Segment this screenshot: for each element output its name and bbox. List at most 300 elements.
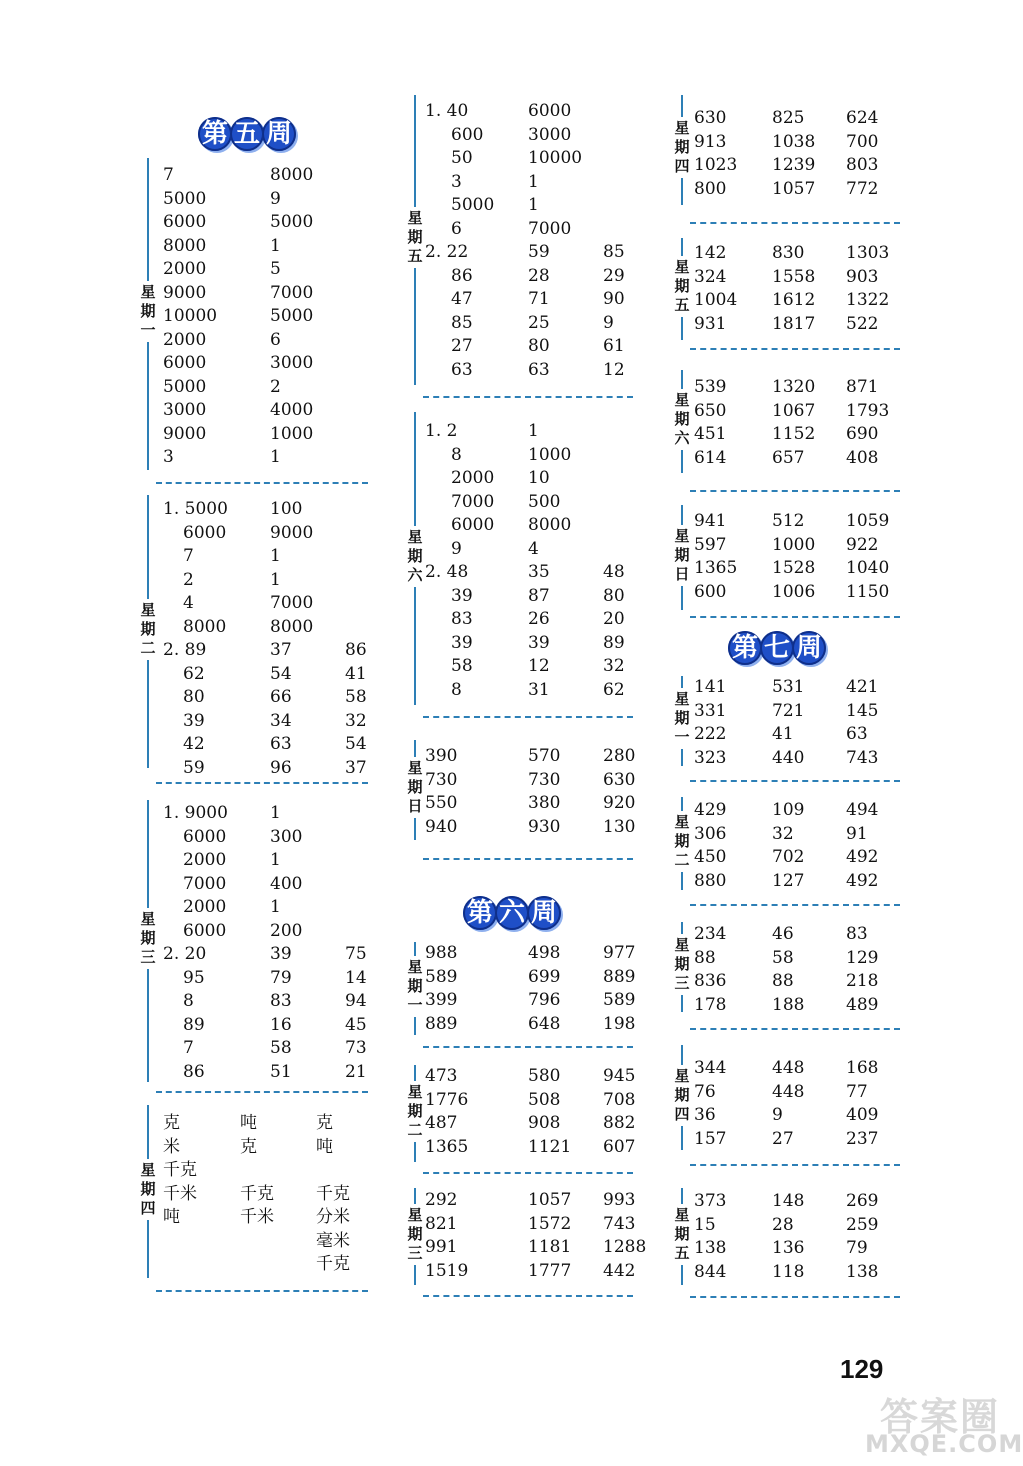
- answer-cell: 1: [270, 803, 281, 823]
- answer-cell: 550: [425, 793, 458, 813]
- answer-cell: 1817: [772, 313, 816, 334]
- answer-cell: 380: [528, 793, 561, 813]
- answer-cell: 531: [772, 677, 805, 697]
- answer-cell: 1519: [425, 1260, 469, 1281]
- day-label-thu: 星 期 四: [672, 1065, 692, 1126]
- section-divider: [156, 1091, 368, 1093]
- week-title-char: 周: [527, 896, 561, 930]
- answer-cell: 1365: [694, 558, 738, 578]
- answer-cell: 51: [270, 1061, 292, 1082]
- section-divider: [690, 1028, 900, 1030]
- section-divider: [156, 482, 368, 484]
- answer-cell: 6000: [183, 522, 227, 543]
- section-divider: [690, 616, 900, 618]
- answer-cell: 1. 2: [425, 421, 458, 441]
- answer-cell: 59: [183, 757, 205, 778]
- answer-cell: 米: [163, 1136, 180, 1157]
- answer-cell: 8: [183, 991, 194, 1011]
- answer-cell: 109: [772, 800, 805, 820]
- answer-cell: 234: [694, 924, 727, 944]
- answer-cell: 5000: [451, 195, 495, 215]
- answer-cell: 8000: [270, 165, 314, 185]
- answer-cell: 772: [846, 178, 879, 199]
- section-divider: [690, 1164, 900, 1166]
- answer-cell: 908: [528, 1113, 561, 1133]
- answer-cell: 512: [772, 511, 805, 531]
- answer-cell: 6: [451, 218, 462, 239]
- answer-cell: 31: [528, 679, 550, 700]
- answer-cell: 3000: [163, 400, 207, 420]
- answer-cell: 5000: [163, 188, 207, 209]
- answer-cell: 9: [772, 1105, 783, 1125]
- answer-cell: 80: [183, 687, 205, 707]
- answer-cell: 145: [846, 700, 879, 721]
- answer-cell: 克: [240, 1136, 257, 1157]
- watermark-url: MXQE.COM: [865, 1430, 1023, 1458]
- answer-cell: 400: [270, 873, 303, 894]
- answer-cell: 1776: [425, 1089, 469, 1110]
- answer-cell: 2000: [183, 897, 227, 917]
- answer-cell: 1152: [772, 424, 816, 444]
- answer-cell: 9: [451, 538, 462, 559]
- answer-cell: 3000: [528, 124, 572, 145]
- answer-cell: 218: [846, 971, 879, 991]
- answer-cell: 6000: [163, 212, 207, 232]
- answer-cell: 86: [451, 265, 473, 286]
- answer-cell: 200: [270, 920, 303, 941]
- section-divider: [423, 1046, 633, 1048]
- answer-cell: 127: [772, 870, 805, 891]
- answer-cell: 940: [425, 816, 458, 837]
- answer-cell: 59: [528, 242, 550, 262]
- answer-cell: 508: [528, 1089, 561, 1110]
- answer-cell: 5000: [270, 212, 314, 232]
- answer-cell: 25: [528, 312, 550, 333]
- answer-cell: 10000: [528, 148, 583, 168]
- answer-cell: 500: [528, 491, 561, 512]
- answer-cell: 580: [528, 1066, 561, 1086]
- answer-cell: 222: [694, 724, 727, 744]
- answer-cell: 977: [603, 943, 636, 963]
- week-title-char: 第: [463, 896, 497, 930]
- answer-cell: 1181: [528, 1237, 572, 1257]
- answer-cell: 1239: [772, 155, 816, 175]
- answer-cell: 920: [603, 793, 636, 813]
- answer-cell: 259: [846, 1214, 879, 1235]
- answer-cell: 80: [603, 585, 625, 606]
- answer-cell: 千米: [240, 1207, 274, 1227]
- answer-cell: 克: [316, 1113, 333, 1133]
- page-number: 129: [840, 1354, 884, 1384]
- answer-cell: 63: [451, 359, 473, 380]
- answer-cell: 8000: [270, 616, 314, 637]
- answer-cell: 825: [772, 108, 805, 128]
- answer-cell: 448: [772, 1058, 805, 1078]
- day-label-wed: 星 期 三: [405, 1204, 425, 1265]
- answer-cell: 7: [183, 1038, 194, 1058]
- answer-cell: 409: [846, 1105, 879, 1125]
- answer-cell: 73: [345, 1038, 367, 1058]
- answer-cell: 708: [603, 1089, 636, 1110]
- day-label-mon: 星 期 一: [138, 281, 158, 342]
- answer-cell: 589: [603, 990, 636, 1010]
- answer-cell: 451: [694, 424, 727, 444]
- answer-cell: 39: [528, 632, 550, 653]
- section-divider: [423, 1295, 633, 1297]
- section-divider: [423, 396, 633, 398]
- answer-cell: 487: [425, 1113, 458, 1133]
- answer-cell: 1: [270, 897, 281, 917]
- answer-cell: 7000: [528, 218, 572, 239]
- answer-cell: 1006: [772, 581, 816, 602]
- day-label-mon: 星 期 一: [672, 688, 692, 749]
- answer-cell: 836: [694, 971, 727, 991]
- answer-cell: 1. 5000: [163, 499, 228, 519]
- answer-cell: 1612: [772, 290, 816, 310]
- answer-cell: 46: [772, 924, 794, 944]
- answer-cell: 1793: [846, 400, 890, 421]
- answer-cell: 41: [345, 663, 367, 684]
- answer-cell: 39: [451, 632, 473, 653]
- answer-cell: 280: [603, 746, 636, 766]
- answer-cell: 1: [270, 546, 281, 566]
- answer-cell: 198: [603, 1013, 636, 1034]
- day-label-fri: 星 期 五: [672, 256, 692, 317]
- answer-cell: 1: [270, 447, 281, 467]
- answer-cell: 141: [694, 677, 727, 697]
- answer-cell: 1: [528, 195, 539, 215]
- answer-cell: 39: [270, 944, 292, 964]
- answer-cell: 83: [451, 609, 473, 629]
- answer-cell: 16: [270, 1014, 292, 1035]
- answer-cell: 3: [451, 171, 462, 192]
- day-label-thu: 星 期 四: [138, 1159, 158, 1220]
- answer-cell: 1000: [772, 534, 816, 555]
- answer-cell: 20: [603, 609, 625, 629]
- answer-cell: 75: [345, 944, 367, 964]
- answer-cell: 66: [270, 687, 292, 707]
- day-label-tue: 星 期 二: [672, 811, 692, 872]
- day-label-wed: 星 期 三: [138, 908, 158, 969]
- answer-cell: 千米: [163, 1183, 197, 1204]
- answer-cell: 600: [451, 124, 484, 145]
- answer-cell: 1067: [772, 400, 816, 421]
- answer-cell: 3: [163, 447, 174, 467]
- answer-cell: 87: [528, 585, 550, 606]
- answer-cell: 2. 20: [163, 944, 207, 964]
- answer-cell: 324: [694, 266, 727, 287]
- answer-cell: 1004: [694, 290, 738, 310]
- answer-cell: 1288: [603, 1237, 647, 1257]
- answer-cell: 34: [270, 710, 292, 731]
- answer-cell: 178: [694, 994, 727, 1015]
- answer-cell: 4000: [270, 400, 314, 420]
- answer-cell: 871: [846, 377, 879, 397]
- answer-cell: 237: [846, 1128, 879, 1149]
- section-divider: [690, 348, 900, 350]
- answer-cell: 45: [345, 1014, 367, 1035]
- answer-cell: 157: [694, 1128, 727, 1149]
- answer-cell: 624: [846, 108, 879, 128]
- answer-cell: 1023: [694, 155, 738, 175]
- answer-cell: 9000: [163, 423, 207, 444]
- answer-cell: 880: [694, 870, 727, 891]
- week-title-w5: [198, 116, 294, 152]
- answer-cell: 千克: [163, 1160, 197, 1180]
- week-title-char: 周: [792, 631, 826, 665]
- watermark-logo: 答案圈: [880, 1395, 1001, 1439]
- answer-cell: 54: [345, 734, 367, 754]
- answer-cell: 32: [345, 710, 367, 731]
- answer-cell: 489: [846, 994, 879, 1015]
- answer-cell: 922: [846, 534, 879, 555]
- day-label-thu: 星 期 四: [672, 117, 692, 178]
- answer-cell: 494: [846, 800, 879, 820]
- day-label-fri: 星 期 五: [672, 1204, 692, 1265]
- answer-cell: 448: [772, 1081, 805, 1102]
- answer-cell: 58: [451, 656, 473, 676]
- answer-cell: 2: [183, 569, 194, 590]
- answer-cell: 9: [603, 312, 614, 333]
- answer-cell: 421: [846, 677, 879, 697]
- answer-cell: 77: [846, 1081, 868, 1102]
- answer-cell: 630: [694, 108, 727, 128]
- answer-cell: 79: [846, 1238, 868, 1258]
- answer-cell: 2000: [163, 259, 207, 279]
- answer-cell: 分米: [316, 1207, 350, 1227]
- answer-cell: 1: [528, 171, 539, 192]
- answer-cell: 71: [528, 289, 550, 309]
- week-title-char: 第: [198, 117, 232, 151]
- answer-cell: 830: [772, 243, 805, 263]
- answer-cell: 9000: [163, 282, 207, 303]
- answer-cell: 889: [603, 966, 636, 987]
- answer-cell: 630: [603, 769, 636, 790]
- answer-cell: 607: [603, 1136, 636, 1157]
- answer-cell: 39: [451, 585, 473, 606]
- answer-cell: 650: [694, 400, 727, 421]
- answer-cell: 63: [528, 359, 550, 380]
- answer-cell: 390: [425, 746, 458, 766]
- answer-cell: 589: [425, 966, 458, 987]
- answer-cell: 129: [846, 947, 879, 968]
- answer-cell: 118: [772, 1261, 805, 1282]
- answer-cell: 700: [846, 131, 879, 152]
- answer-cell: 690: [846, 424, 879, 444]
- answer-cell: 1057: [528, 1190, 572, 1210]
- answer-cell: 85: [603, 242, 625, 262]
- answer-cell: 克: [163, 1113, 180, 1133]
- answer-cell: 8000: [183, 616, 227, 637]
- answer-cell: 6000: [183, 826, 227, 847]
- answer-cell: 千克: [316, 1183, 350, 1204]
- answer-cell: 730: [528, 769, 561, 790]
- answer-cell: 721: [772, 700, 805, 721]
- answer-cell: 730: [425, 769, 458, 790]
- answer-cell: 6000: [451, 515, 495, 535]
- answer-cell: 58: [345, 687, 367, 707]
- section-divider: [423, 716, 633, 718]
- answer-cell: 1121: [528, 1136, 572, 1157]
- answer-cell: 2. 89: [163, 640, 207, 660]
- answer-cell: 32: [603, 656, 625, 676]
- answer-cell: 1303: [846, 243, 890, 263]
- answer-cell: 988: [425, 943, 458, 963]
- answer-cell: 142: [694, 243, 727, 263]
- answer-cell: 86: [183, 1061, 205, 1082]
- answer-cell: 597: [694, 534, 727, 555]
- section-divider: [690, 222, 900, 224]
- answer-cell: 1365: [425, 1136, 469, 1157]
- answer-cell: 7000: [270, 282, 314, 303]
- answer-cell: 15: [694, 1214, 716, 1235]
- answer-cell: 570: [528, 746, 561, 766]
- answer-cell: 1. 9000: [163, 803, 228, 823]
- answer-cell: 5000: [270, 306, 314, 326]
- answer-cell: 1528: [772, 558, 816, 578]
- answer-cell: 吨: [163, 1207, 180, 1227]
- section-divider: [423, 858, 633, 860]
- answer-cell: 331: [694, 700, 727, 721]
- answer-cell: 1558: [772, 266, 816, 287]
- section-divider: [690, 1296, 900, 1298]
- answer-cell: 9: [270, 188, 281, 209]
- answer-cell: 39: [183, 710, 205, 731]
- answer-cell: 993: [603, 1190, 636, 1210]
- answer-cell: 4: [183, 593, 194, 613]
- answer-cell: 882: [603, 1113, 636, 1133]
- answer-cell: 29: [603, 265, 625, 286]
- answer-cell: 63: [846, 724, 868, 744]
- week-title-char: 七: [760, 631, 794, 665]
- answer-cell: 10: [528, 468, 550, 488]
- answer-cell: 408: [846, 447, 879, 468]
- answer-cell: 6: [270, 329, 281, 350]
- answer-cell: 2000: [163, 329, 207, 350]
- answer-cell: 毫米: [316, 1230, 350, 1251]
- answer-cell: 88: [694, 947, 716, 968]
- answer-cell: 1: [270, 569, 281, 590]
- answer-cell: 千克: [316, 1254, 350, 1274]
- answer-cell: 1777: [528, 1260, 572, 1281]
- answer-cell: 7000: [183, 873, 227, 894]
- answer-cell: 85: [451, 312, 473, 333]
- answer-cell: 62: [603, 679, 625, 700]
- answer-cell: 1000: [270, 423, 314, 444]
- day-label-wed: 星 期 三: [672, 934, 692, 995]
- answer-cell: 96: [270, 757, 292, 778]
- answer-cell: 80: [528, 336, 550, 356]
- answer-cell: 37: [270, 640, 292, 660]
- answer-cell: 539: [694, 377, 727, 397]
- answer-cell: 3000: [270, 353, 314, 373]
- answer-cell: 14: [345, 967, 367, 988]
- answer-cell: 7: [163, 165, 174, 185]
- section-divider: [690, 490, 900, 492]
- answer-cell: 79: [270, 967, 292, 988]
- answer-cell: 138: [846, 1261, 879, 1282]
- answer-cell: 89: [183, 1014, 205, 1035]
- answer-cell: 1: [270, 850, 281, 870]
- answer-cell: 399: [425, 990, 458, 1010]
- day-label-tue: 星 期 二: [138, 599, 158, 660]
- day-label-mon: 星 期 一: [405, 956, 425, 1017]
- answer-cell: 94: [345, 991, 367, 1011]
- week-title-char: 五: [230, 117, 264, 151]
- answer-cell: 吨: [316, 1136, 333, 1157]
- day-label-sun: 星 期 日: [405, 757, 425, 818]
- answer-cell: 41: [772, 724, 794, 744]
- answer-cell: 702: [772, 847, 805, 867]
- day-label-sun: 星 期 日: [672, 525, 692, 586]
- answer-cell: 492: [846, 870, 879, 891]
- answer-cell: 306: [694, 823, 727, 844]
- answer-cell: 83: [846, 924, 868, 944]
- answer-cell: 5: [270, 259, 281, 279]
- answer-cell: 803: [846, 155, 879, 175]
- answer-cell: 8000: [528, 515, 572, 535]
- answer-cell: 138: [694, 1238, 727, 1258]
- answer-cell: 5000: [163, 376, 207, 397]
- answer-cell: 800: [694, 178, 727, 199]
- answer-cell: 130: [603, 816, 636, 837]
- answer-cell: 498: [528, 943, 561, 963]
- answer-cell: 12: [603, 359, 625, 380]
- answer-cell: 188: [772, 994, 805, 1015]
- section-divider: [690, 780, 900, 782]
- answer-cell: 323: [694, 747, 727, 768]
- answer-cell: 1: [528, 421, 539, 441]
- answer-cell: 91: [846, 823, 868, 844]
- answer-cell: 1. 40: [425, 101, 469, 121]
- week-title-w6: [463, 895, 559, 931]
- answer-cell: 148: [772, 1191, 805, 1211]
- answer-cell: 37: [345, 757, 367, 778]
- answer-cell: 88: [772, 971, 794, 991]
- answer-cell: 6000: [183, 920, 227, 941]
- answer-cell: 168: [846, 1058, 879, 1078]
- answer-cell: 991: [425, 1237, 458, 1257]
- answer-cell: 292: [425, 1190, 458, 1210]
- answer-cell: 1038: [772, 131, 816, 152]
- answer-cell: 300: [270, 826, 303, 847]
- answer-cell: 27: [772, 1128, 794, 1149]
- answer-cell: 2. 22: [425, 242, 469, 262]
- day-label-tue: 星 期 二: [405, 1081, 425, 1142]
- answer-cell: 2. 48: [425, 562, 469, 582]
- week-title-char: 周: [262, 117, 296, 151]
- answer-cell: 86: [345, 640, 367, 660]
- week-title-char: 第: [728, 631, 762, 665]
- answer-cell: 千克: [240, 1183, 274, 1204]
- answer-cell: 2000: [183, 850, 227, 870]
- answer-cell: 58: [270, 1038, 292, 1058]
- answer-cell: 913: [694, 131, 727, 152]
- answer-cell: 7: [183, 546, 194, 566]
- answer-cell: 2000: [451, 468, 495, 488]
- answer-cell: 50: [451, 148, 473, 168]
- answer-cell: 8: [451, 444, 462, 465]
- answer-cell: 7000: [270, 593, 314, 613]
- answer-cell: 6000: [163, 353, 207, 373]
- answer-cell: 844: [694, 1261, 727, 1282]
- answer-cell: 54: [270, 663, 292, 684]
- answer-cell: 600: [694, 581, 727, 602]
- answer-cell: 699: [528, 966, 561, 987]
- answer-cell: 9000: [270, 522, 314, 543]
- answer-cell: 21: [345, 1061, 367, 1082]
- answer-cell: 28: [772, 1214, 794, 1235]
